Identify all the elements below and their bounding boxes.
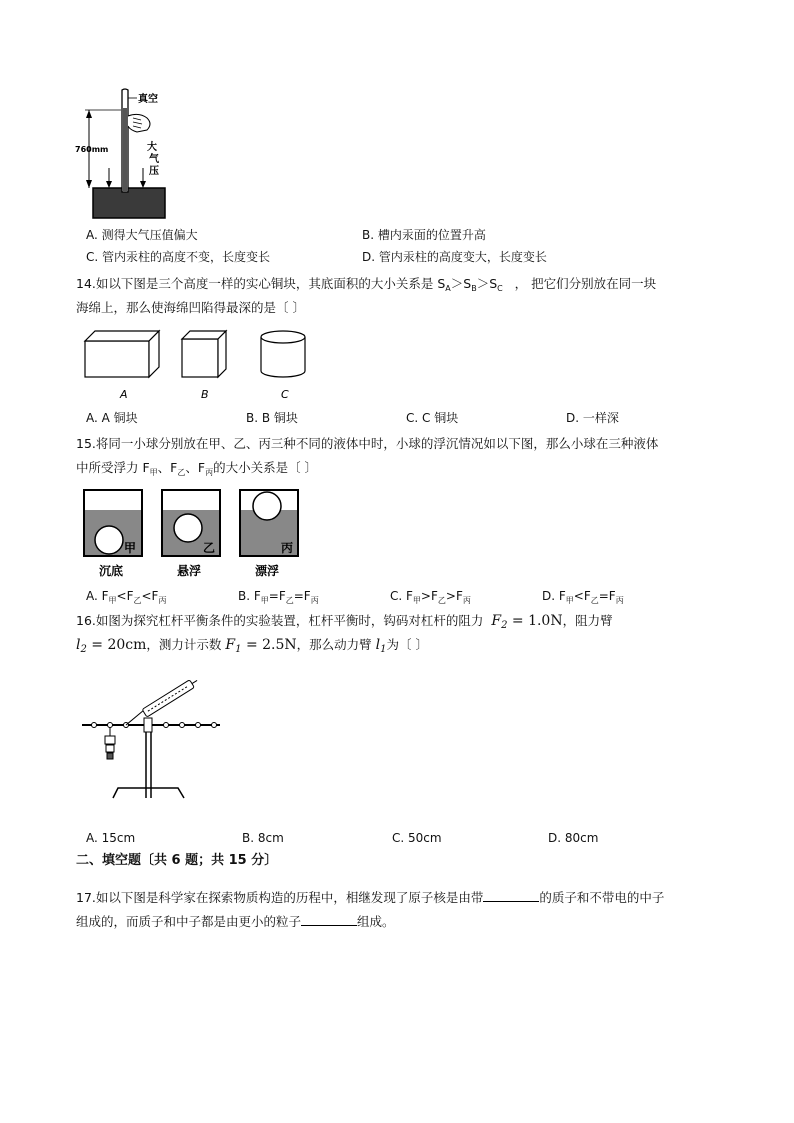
section-heading: 二、填空题〔共 6 题；共 15 分〕	[76, 853, 278, 868]
q17-question-line1: 17.如以下图是科学家在探索物质构造的历程中，相继发现了原子核是由带 的质子和不带电的中子	[76, 890, 665, 905]
state-sink-label: 沉底	[99, 564, 124, 578]
q14-option-a: A. A 铜块	[86, 411, 138, 425]
q13-option-c: C. 管内汞柱的高度不变，长度变长	[86, 250, 271, 264]
q15-question-line2: 中所受浮力 $F_甲$、$F_乙$、$F_丙$的大小关系是〔 〕	[76, 460, 318, 477]
q16-option-d: D. 80cm	[548, 831, 599, 845]
q16-question-line1: 16.如图为探究杠杆平衡条件的实验装置，杠杆平衡时，钩码对杠杆的阻力 $F_2 = 1.0N$，阻力臂	[76, 613, 613, 631]
vacuum-label: 真空	[138, 94, 158, 105]
state-float-label: 漂浮	[255, 564, 280, 578]
atm-label-2: 气	[149, 154, 159, 165]
q15-option-c: C. $F_甲>F_乙>F_丙$	[390, 589, 471, 605]
q15-option-b: B. $F_甲=F_乙=F_丙$	[238, 589, 319, 605]
q17-blank-2[interactable]	[301, 912, 357, 926]
block-b-label: B	[201, 388, 209, 401]
q17-blank-1[interactable]	[483, 888, 539, 902]
state-suspend-label: 悬浮	[177, 564, 202, 578]
q15-option-a: A. $F_甲<F_乙<F_丙$	[86, 589, 167, 605]
beaker-jia-label: 甲	[124, 541, 137, 555]
q13-option-d: D. 管内汞柱的高度变大，长度变长	[362, 250, 547, 264]
block-c-label: C	[281, 388, 289, 401]
q16-question-line2: $l_2 = 20cm$，测力计示数 $F_1 = 2.5N$，那么动力臂 $l_1$为〔 〕	[76, 637, 429, 655]
height-label: 760mm	[75, 145, 109, 154]
floating-ball-figure	[82, 488, 307, 580]
q15-question-line1: 15.将同一小球分别放在甲、乙、丙三种不同的液体中时，小球的浮沉情况如以下图，那么小球在三种液体	[76, 436, 659, 451]
block-a-label: A	[120, 388, 128, 401]
q14-question-line2: 海绵上，那么使海绵凹陷得最深的是〔 〕	[76, 300, 305, 315]
q14-option-b: B. B 铜块	[246, 411, 298, 425]
q16-option-b: B. 8cm	[242, 831, 284, 845]
q15-option-d: D. $F_甲<F_乙=F_丙$	[542, 589, 624, 605]
lever-figure	[78, 680, 228, 805]
q17-question-line2: 组成的，而质子和中子都是由更小的粒子 组成。	[76, 914, 395, 929]
copper-blocks-figure	[82, 328, 322, 403]
atm-label-3: 压	[149, 166, 159, 177]
q14-option-c: C. C 铜块	[406, 411, 459, 425]
q16-option-c: C. 50cm	[392, 831, 442, 845]
q13-option-a: A. 测得大气压值偏大	[86, 228, 198, 242]
beaker-yi-label: 乙	[203, 541, 216, 555]
atm-label-1: 大	[147, 142, 157, 153]
beaker-bing-label: 丙	[281, 541, 294, 555]
q14-question-line1: 14.如以下图是三个高度一样的实心铜块，其底面积的大小关系是 $S_A>S_B>S_C$ ， 把它们分别放在同一块	[76, 276, 657, 293]
q13-option-b: B. 槽内汞面的位置升高	[362, 228, 486, 242]
torricelli-figure	[75, 88, 185, 223]
q14-option-d: D. 一样深	[566, 411, 619, 425]
q16-option-a: A. 15cm	[86, 831, 136, 845]
